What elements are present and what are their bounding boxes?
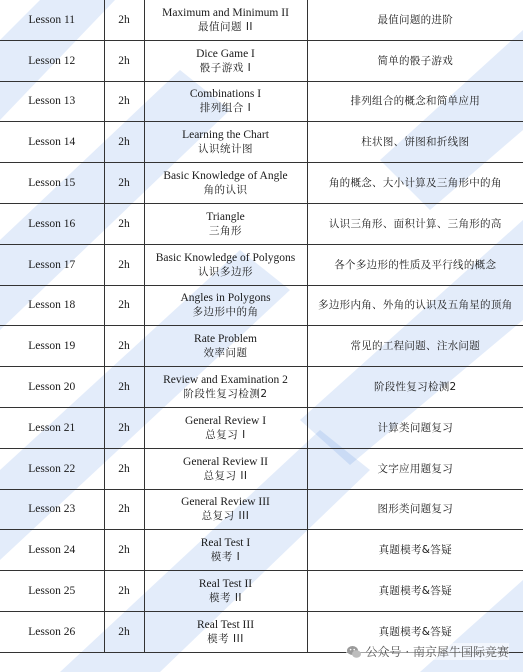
- content-text: 多边形内角、外角的认识及五角星的顶角: [318, 299, 513, 312]
- content-cell: [307, 244, 523, 285]
- content-text: 角的概念、大小计算及三角形中的角: [328, 177, 502, 190]
- lesson-cell: Lesson 13: [0, 81, 104, 122]
- content-text: 常见的工程问题、注水问题: [350, 340, 481, 353]
- table-row: [0, 40, 523, 81]
- lesson-cell: Lesson 14: [0, 122, 104, 163]
- hours-cell: 2h: [104, 40, 144, 81]
- topic-en: Maximum and Minimum II: [162, 6, 289, 19]
- lesson-cell: Lesson 22: [0, 448, 104, 489]
- content-text: 真题模考&答疑: [378, 585, 452, 598]
- topic-zh: 多边形中的角: [192, 306, 259, 319]
- hours-cell: 2h: [104, 122, 144, 163]
- hours-cell: 2h: [104, 489, 144, 530]
- topic-cell: [144, 448, 307, 489]
- table-row: [0, 163, 523, 204]
- topic-zh: 角的认识: [203, 184, 248, 197]
- topic-cell: [144, 571, 307, 612]
- hours-cell: 2h: [104, 407, 144, 448]
- content-text: 柱状图、饼图和折线图: [361, 136, 470, 149]
- content-text: 真题模考&答疑: [378, 544, 452, 557]
- content-cell: [307, 81, 523, 122]
- topic-en: General Review I: [184, 414, 267, 427]
- topic-zh: 效率问题: [203, 347, 248, 360]
- lesson-cell: Lesson 21: [0, 407, 104, 448]
- footer-text: 公众号 · 南京犀牛国际竞赛: [365, 645, 509, 659]
- table-row: [0, 407, 523, 448]
- table-row: [0, 81, 523, 122]
- content-text: 最值问题的进阶: [377, 13, 454, 26]
- topic-en: Basic Knowledge of Angle: [163, 170, 288, 183]
- topic-zh: 阶段性复习检测2: [183, 388, 268, 401]
- hours-cell: 2h: [104, 285, 144, 326]
- wechat-icon: [346, 644, 362, 660]
- topic-cell: [144, 163, 307, 204]
- lesson-cell: Lesson 19: [0, 326, 104, 367]
- topic-en: Real Test I: [200, 537, 251, 550]
- topic-en: Dice Game I: [196, 47, 255, 60]
- content-cell: [307, 326, 523, 367]
- topic-en: Basic Knowledge of Polygons: [155, 251, 296, 264]
- topic-en: Rate Problem: [194, 333, 257, 346]
- content-text: 各个多边形的性质及平行线的概念: [334, 258, 497, 271]
- content-cell: [307, 122, 523, 163]
- hours-cell: 2h: [104, 571, 144, 612]
- content-cell: [307, 0, 523, 40]
- topic-cell: [144, 326, 307, 367]
- hours-cell: 2h: [104, 611, 144, 652]
- topic-en: Real Test III: [196, 618, 255, 631]
- lesson-cell: Lesson 25: [0, 571, 104, 612]
- topic-zh: 总复习 III: [201, 510, 250, 523]
- lesson-cell: Lesson 26: [0, 611, 104, 652]
- topic-zh: 总复习 I: [205, 428, 246, 441]
- lesson-cell: Lesson 12: [0, 40, 104, 81]
- topic-en: Combinations I: [189, 88, 262, 101]
- hours-cell: 2h: [104, 81, 144, 122]
- table-row: [0, 122, 523, 163]
- topic-cell: [144, 244, 307, 285]
- lesson-cell: Lesson 17: [0, 244, 104, 285]
- topic-en: Angles in Polygons: [180, 292, 271, 305]
- lesson-cell: Lesson 18: [0, 285, 104, 326]
- content-cell: [307, 448, 523, 489]
- topic-zh: 模考 III: [207, 632, 244, 645]
- topic-cell: [144, 407, 307, 448]
- content-cell: [307, 530, 523, 571]
- topic-en: General Review III: [181, 496, 270, 509]
- topic-zh: 认识多边形: [198, 265, 253, 278]
- hours-cell: 2h: [104, 163, 144, 204]
- topic-cell: [144, 611, 307, 652]
- hours-cell: 2h: [104, 203, 144, 244]
- hours-cell: 2h: [104, 367, 144, 408]
- topic-cell: [144, 285, 307, 326]
- table-row: [0, 571, 523, 612]
- hours-cell: 2h: [104, 244, 144, 285]
- content-cell: [307, 40, 523, 81]
- table-row: [0, 0, 523, 40]
- table-row: [0, 530, 523, 571]
- topic-zh: 模考 I: [210, 551, 241, 564]
- content-text: 简单的骰子游戏: [377, 54, 454, 67]
- topic-cell: [144, 0, 307, 40]
- topic-zh: 排列组合 I: [199, 102, 252, 115]
- table-row: [0, 326, 523, 367]
- topic-cell: [144, 367, 307, 408]
- lesson-cell: Lesson 16: [0, 203, 104, 244]
- content-text: 计算类问题复习: [377, 421, 454, 434]
- content-cell: [307, 407, 523, 448]
- topic-en: Real Test II: [198, 578, 253, 591]
- content-text: 认识三角形、面积计算、三角形的高: [328, 217, 502, 230]
- hours-cell: 2h: [104, 0, 144, 40]
- content-cell: [307, 367, 523, 408]
- lesson-cell: Lesson 20: [0, 367, 104, 408]
- topic-zh: 总复习 II: [203, 469, 248, 482]
- content-text: 排列组合的概念和简单应用: [350, 95, 481, 108]
- topic-zh: 最值问题 II: [197, 20, 254, 33]
- content-cell: [307, 163, 523, 204]
- topic-cell: [144, 203, 307, 244]
- content-cell: [307, 489, 523, 530]
- topic-en: Review and Examination 2: [163, 374, 288, 387]
- topic-cell: [144, 489, 307, 530]
- table-row: [0, 367, 523, 408]
- lesson-cell: Lesson 24: [0, 530, 104, 571]
- hours-cell: 2h: [104, 448, 144, 489]
- lesson-cell: Lesson 11: [0, 0, 104, 40]
- table-row: [0, 244, 523, 285]
- content-cell: [307, 571, 523, 612]
- topic-zh: 骰子游戏 I: [199, 61, 252, 74]
- topic-en: Triangle: [206, 210, 245, 223]
- content-cell: [307, 285, 523, 326]
- topic-zh: 三角形: [209, 224, 242, 237]
- topic-zh: 模考 II: [208, 592, 243, 605]
- topic-cell: [144, 40, 307, 81]
- table-row: [0, 448, 523, 489]
- footer-credit: [346, 643, 509, 660]
- lesson-cell: Lesson 23: [0, 489, 104, 530]
- topic-cell: [144, 122, 307, 163]
- topic-en: Learning the Chart: [182, 129, 269, 142]
- table-row: [0, 203, 523, 244]
- content-text: 真题模考&答疑: [378, 625, 452, 638]
- content-text: 图形类问题复习: [377, 503, 454, 516]
- content-cell: [307, 203, 523, 244]
- topic-zh: 认识统计图: [198, 143, 253, 156]
- content-text: 阶段性复习检测2: [373, 381, 457, 394]
- topic-en: General Review II: [183, 455, 268, 468]
- hours-cell: 2h: [104, 530, 144, 571]
- content-text: 文字应用题复习: [377, 462, 454, 475]
- table-row: [0, 489, 523, 530]
- hours-cell: 2h: [104, 326, 144, 367]
- table-row: [0, 285, 523, 326]
- lesson-cell: Lesson 15: [0, 163, 104, 204]
- topic-cell: [144, 530, 307, 571]
- topic-cell: [144, 81, 307, 122]
